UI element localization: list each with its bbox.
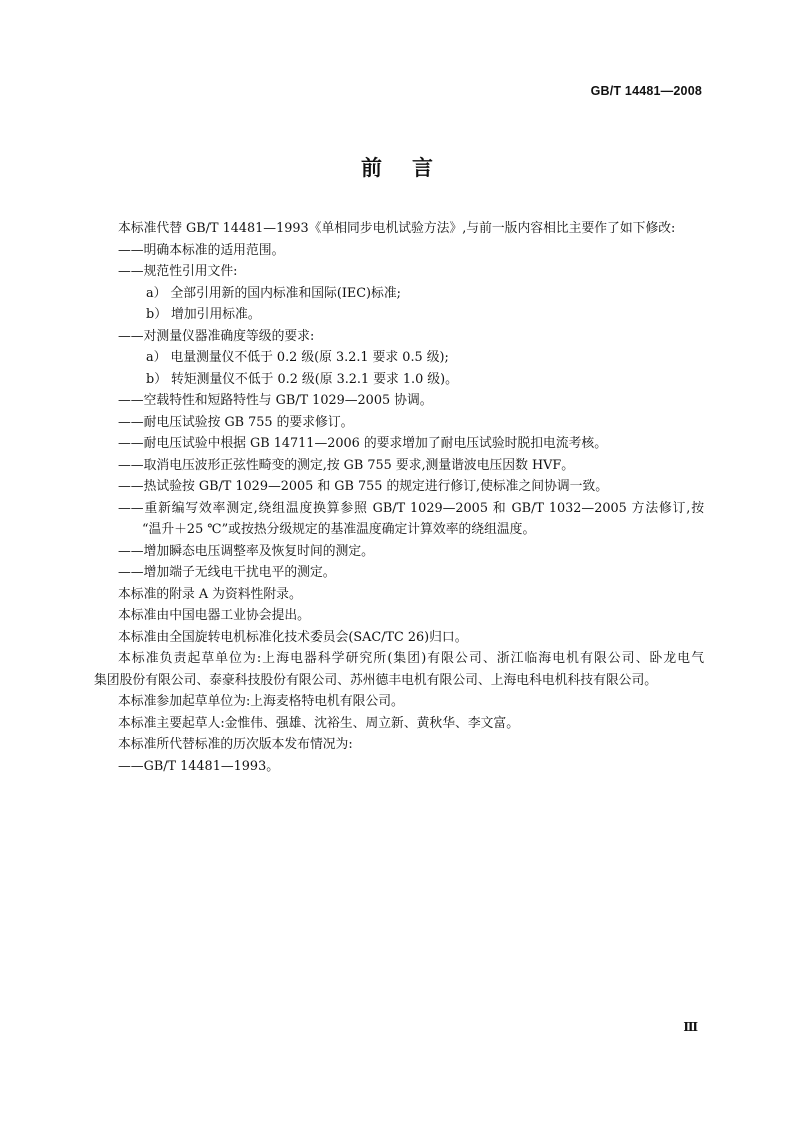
list-item-normative-references: ——规范性引用文件: xyxy=(118,264,238,279)
page-title: 前言 xyxy=(361,156,463,180)
page-number: Ⅲ xyxy=(683,1020,698,1034)
sub-item-references-b: b） 增加引用标准。 xyxy=(146,307,261,322)
sub-item-accuracy-a: a） 电量测量仪不低于 0.2 级(原 3.2.1 要求 0.5 级); xyxy=(146,350,449,365)
paragraph-participating-units: 本标准参加起草单位为:上海麦格特电机有限公司。 xyxy=(118,694,404,709)
foreword-body xyxy=(94,218,704,777)
paragraph-intro: 本标准代替 GB/T 14481—1993《单相同步电机试验方法》,与前一版内容相比主要作了如下修改: xyxy=(118,221,676,236)
list-item-transient-voltage: ——增加瞬态电压调整率及恢复时间的测定。 xyxy=(118,543,374,559)
list-item-efficiency-continued: “温升＋25 ℃”或按热分级规定的基准温度确定计算效率的绕组温度。 xyxy=(142,522,536,537)
paragraph-proposer: 本标准由中国电器工业协会提出。 xyxy=(118,608,310,623)
paragraph-committee: 本标准由全国旋转电机标准化技术委员会(SAC/TC 26)归口。 xyxy=(118,629,468,645)
list-item-no-load-characteristics: ——空载特性和短路特性与 GB/T 1029—2005 协调。 xyxy=(118,393,433,408)
list-item-instrument-accuracy: ——对测量仪器准确度等级的要求: xyxy=(118,328,315,344)
list-item-radio-interference: ——增加端子无线电干扰电平的测定。 xyxy=(118,565,336,580)
list-item-thermal-test: ——热试验按 GB/T 1029—2005 和 GB 755 的规定进行修订,使标准之间协调一致。 xyxy=(118,479,609,494)
standard-code-header: GB/T 14481—2008 xyxy=(590,84,702,98)
list-item-withstand-voltage: ——耐电压试验按 GB 755 的要求修订。 xyxy=(118,414,354,430)
sub-item-accuracy-b: b） 转矩测量仪不低于 0.2 级(原 3.2.1 要求 1.0 级)。 xyxy=(146,371,458,387)
paragraph-drafting-units: 本标准负责起草单位为:上海电器科学研究所(集团)有限公司、浙江临海电机有限公司、卧龙电气 xyxy=(118,651,704,666)
paragraph-drafting-units-continued: 集团股份有限公司、泰豪科技股份有限公司、苏州德丰电机有限公司、上海电科电机科技有限公司。 xyxy=(94,672,658,688)
list-item-previous-edition: ——GB/T 14481—1993。 xyxy=(118,758,280,774)
paragraph-drafters: 本标准主要起草人:金惟伟、强雄、沈裕生、周立新、黄秋华、李文富。 xyxy=(118,715,520,731)
list-item-efficiency: ——重新编写效率测定,绕组温度换算参照 GB/T 1029—2005 和 GB/T 1032—2005 方法修订,按 xyxy=(118,500,704,516)
list-item-scope: ——明确本标准的适用范围。 xyxy=(118,242,285,258)
list-item-waveform-distortion: ——取消电压波形正弦性畸变的测定,按 GB 755 要求,测量谐波电压因数 HVF。 xyxy=(118,457,575,473)
sub-item-references-a: a） 全部引用新的国内标准和国际(IEC)标准; xyxy=(146,285,401,301)
paragraph-annex: 本标准的附录 A 为资料性附录。 xyxy=(118,586,302,602)
paragraph-previous-editions: 本标准所代替标准的历次版本发布情况为: xyxy=(118,737,353,752)
list-item-trip-current: ——耐电压试验中根据 GB 14711—2006 的要求增加了耐电压试验时脱扣电流考核。 xyxy=(118,436,608,451)
